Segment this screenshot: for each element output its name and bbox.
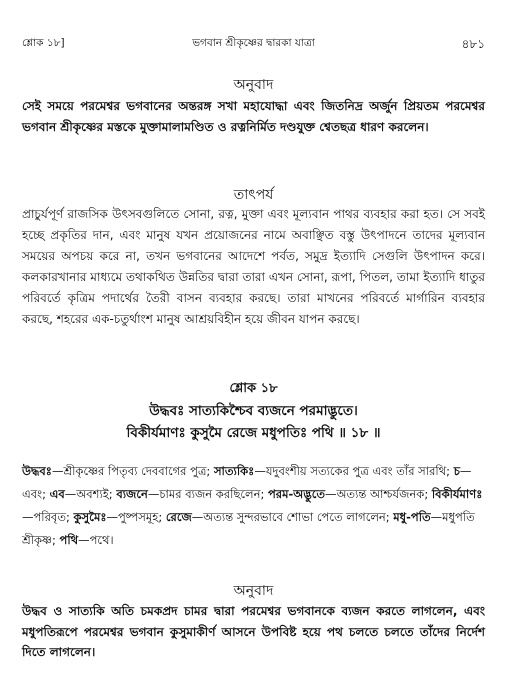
synonym-meaning: —চামর ব্যজন করছিলেন; [147, 487, 268, 501]
page-number: ৪৮১ [461, 37, 485, 51]
synonym-term: এব [49, 487, 65, 501]
running-header [22, 36, 485, 52]
synonym-meaning: —যদুবংশীয় সত্যকের পুত্র এবং তাঁর সারথি; [254, 464, 454, 478]
synonym-term: মধু-পতি [393, 510, 431, 524]
translation-2-heading: অনুবাদ [233, 583, 274, 599]
synonym-meaning: —অবশ্যই; [64, 487, 117, 501]
synonym-meaning: —অত্যন্ত আশ্চর্যজনক; [324, 487, 432, 501]
header-chapter-title: ভগবান শ্রীকৃষ্ণের দ্বারকা যাত্রা [192, 37, 315, 49]
verse-line-1: উদ্ধবঃ সাত্যকিশ্চৈব ব্যজনে পরমাদ্ভুতে। [149, 403, 358, 419]
synonym-meaning: —পুষ্পসমূহ; [106, 510, 166, 524]
synonym-term: চ [453, 464, 460, 478]
verse-heading: শ্লোক ১৮ [229, 381, 278, 396]
translation-heading: অনুবাদ [233, 77, 274, 93]
word-for-word-synonyms [22, 460, 485, 552]
synonym-term: বিকীর্যমাণঃ [431, 487, 483, 501]
synonym-meaning: —শ্রীকৃষ্ণের পিতৃব্য দেববাগের পুত্র; [51, 464, 214, 478]
synonym-term: রেজে [165, 510, 192, 524]
synonym-term: পরম-অদ্ভুতে [268, 487, 325, 501]
synonym-term: ব্যজনে [116, 487, 148, 501]
purport-text: প্রাচুর্যপূর্ণ রাজসিক উৎসবগুলিতে সোনা, রত্ন, মুক্তা এবং মূল্যবান পাথর ব্যবহার করা হত। সে সবই হচ্ছে প্রকৃতির দান, এবং মানুষ যখন প্রয়োজনের নামে অবাঞ্ছিত বস্তু উৎপাদনে তাদের মূল্যবান সময়ের অপচয় করে না, তখন ভগবানের আদেশে পর্বত, সমুদ্র ইত্যাদি সেগুলি উৎপাদন করে। কলকারখানার মাধ্যমে তথাকথিত উন্নতির দ্বারা তারা এখন সোনা, রূপা, পিতল, তামা ইত্যাদি ধাতুর পরিবর্তে কৃত্রিম পদার্থের তৈরী বাসন ব্যবহার করছে। তারা মাখনের পরিবর্তে মার্গারিন ব্যবহার করছে, শহরের এক-চতুর্থাংশ মানুষ আশ্রয়বিহীন হয়ে জীবন যাপন করছে। [22, 207, 485, 326]
translation-2-text: উদ্ধব ও সাত্যকি অতি চমকপ্রদ চামর দ্বারা পরমেশ্বর ভগবানকে ব্যজন করতে লাগলেন, এবং মধুপতিরূপে পরমেশ্বর ভগবান কুসুমাকীর্ণ আসনে উপবিষ্ট হয়ে পথ চলতে চলতে তাঁদের নির্দেশ দিতে লাগলেন। [22, 604, 485, 659]
verse-text [22, 400, 485, 444]
translation-text: সেই সময়ে পরমেশ্বর ভগবানের অন্তরঙ্গ সখা মহাযোদ্ধা এবং জিতনিদ্র অর্জুন প্রিয়তম পরমেশ্বর ভগবান শ্রীকৃষ্ণের মস্তকে মুক্তামালামণ্ডিত ও রত্ননির্মিত দণ্ডযুক্ত শ্বেতছত্র ধারণ করলেন। [22, 99, 485, 134]
purport-heading: তাৎপর্য [233, 187, 274, 203]
synonym-meaning: —মধুপতি শ্রীকৃষ্ণ; [22, 510, 475, 547]
synonym-term: পথি [59, 533, 79, 547]
synonym-term: কুসুমৈঃ [73, 510, 107, 524]
synonym-meaning: —পরিবৃত; [22, 510, 74, 524]
synonym-term: উদ্ধবঃ [22, 464, 52, 478]
synonym-meaning: —অত্যন্ত সুন্দরভাবে শোভা পেতে লাগলেন; [191, 510, 394, 524]
header-verse-ref: শ্লোক ১৮] [22, 37, 65, 49]
synonym-meaning: —এবং; [22, 464, 472, 501]
verse-line-2: বিকীর্যমাণঃ কুসুমৈ রেজে মধুপতিঃ পথি ॥ ১৮ ॥ [126, 425, 381, 441]
synonym-term: সাত্যকিঃ [213, 464, 255, 478]
synonym-meaning: —পথে। [78, 533, 114, 547]
